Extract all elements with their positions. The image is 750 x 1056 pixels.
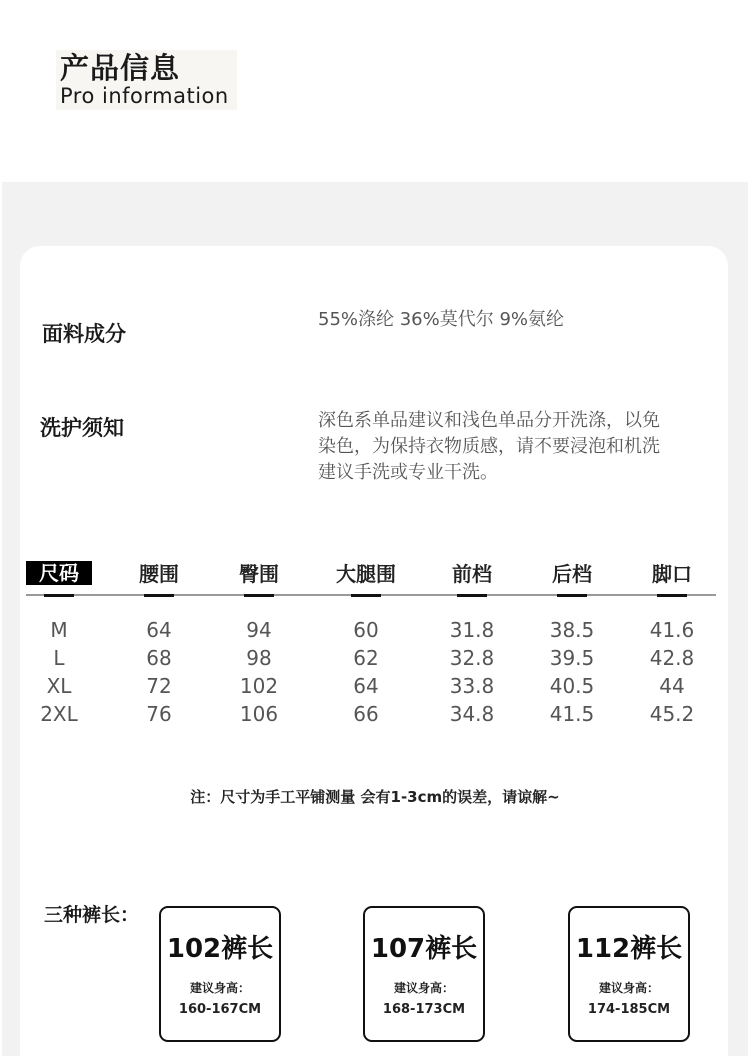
table-cell: 102: [239, 674, 279, 698]
header-tick: [351, 594, 381, 597]
height-range: 160-167CM: [178, 1002, 262, 1017]
lengths-label: 三种裤长：: [44, 904, 140, 926]
header-tick: [657, 594, 687, 597]
height-label: 建议身高：: [393, 981, 454, 995]
table-cell: 39.5: [549, 646, 595, 670]
care-line: 建议手洗或专业干洗。: [318, 462, 498, 483]
height-label: 建议身高：: [189, 981, 250, 995]
fabric-value: 55%涤纶 36%莫代尔 9%氨纶: [318, 309, 565, 330]
length-option-112: [568, 906, 690, 1042]
header-thigh: 大腿围: [336, 562, 396, 586]
length-title: 112裤长: [575, 934, 683, 964]
length-title: 107裤长: [370, 934, 478, 964]
care-line: 染色，为保持衣物质感，请不要浸泡和机洗: [318, 436, 660, 457]
table-cell: 98: [246, 646, 272, 670]
page-subtitle: Pro information: [60, 84, 229, 108]
table-cell: 41.5: [549, 702, 595, 726]
header-tick: [244, 594, 274, 597]
header-waist: 腰围: [139, 562, 179, 586]
table-cell: 44: [659, 674, 685, 698]
table-cell: L: [53, 646, 65, 670]
care-label: 洗护须知: [40, 416, 124, 440]
table-row: [26, 674, 716, 702]
table-cell: 76: [146, 702, 172, 726]
table-cell: 106: [239, 702, 279, 726]
table-cell: 2XL: [40, 702, 78, 726]
table-cell: 41.6: [649, 618, 695, 642]
table-cell: 38.5: [549, 618, 595, 642]
table-cell: 45.2: [649, 702, 695, 726]
length-title: 102裤长: [166, 934, 274, 964]
table-cell: 40.5: [549, 674, 595, 698]
header-leg-opening: 脚口: [652, 562, 692, 586]
table-cell: 31.8: [449, 618, 495, 642]
header-front-rise: 前档: [452, 562, 492, 586]
height-range: 168-173CM: [382, 1002, 466, 1017]
table-cell: 66: [353, 702, 379, 726]
table-cell: 62: [353, 646, 379, 670]
header-tick: [557, 594, 587, 597]
table-cell: 34.8: [449, 702, 495, 726]
height-range: 174-185CM: [587, 1002, 671, 1017]
table-cell: 32.8: [449, 646, 495, 670]
table-cell: 60: [353, 618, 379, 642]
measurement-note: 注：尺寸为手工平铺测量 会有1-3cm的误差，请谅解~: [190, 788, 560, 806]
table-cell: 94: [246, 618, 272, 642]
length-option-102: [159, 906, 281, 1042]
height-label: 建议身高：: [598, 981, 659, 995]
header-hip: 臀围: [239, 562, 279, 586]
size-table-header: [26, 558, 716, 598]
table-cell: M: [50, 618, 68, 642]
page-title: 产品信息: [60, 51, 181, 85]
header-back-rise: 后档: [552, 562, 592, 586]
header-tick: [144, 594, 174, 597]
table-cell: 72: [146, 674, 172, 698]
table-cell: 33.8: [449, 674, 495, 698]
header-size: 尺码: [26, 561, 92, 585]
care-line: 深色系单品建议和浅色单品分开洗涤，以免: [318, 410, 660, 431]
table-cell: XL: [46, 674, 72, 698]
table-cell: 64: [353, 674, 379, 698]
table-row: [26, 618, 716, 646]
table-cell: 68: [146, 646, 172, 670]
table-row: [26, 646, 716, 674]
header-tick: [457, 594, 487, 597]
care-text: [318, 408, 708, 486]
table-row: [26, 702, 716, 730]
header-tick: [44, 594, 74, 597]
length-option-107: [363, 906, 485, 1042]
table-cell: 64: [146, 618, 172, 642]
table-cell: 42.8: [649, 646, 695, 670]
fabric-label: 面料成分: [42, 322, 126, 346]
